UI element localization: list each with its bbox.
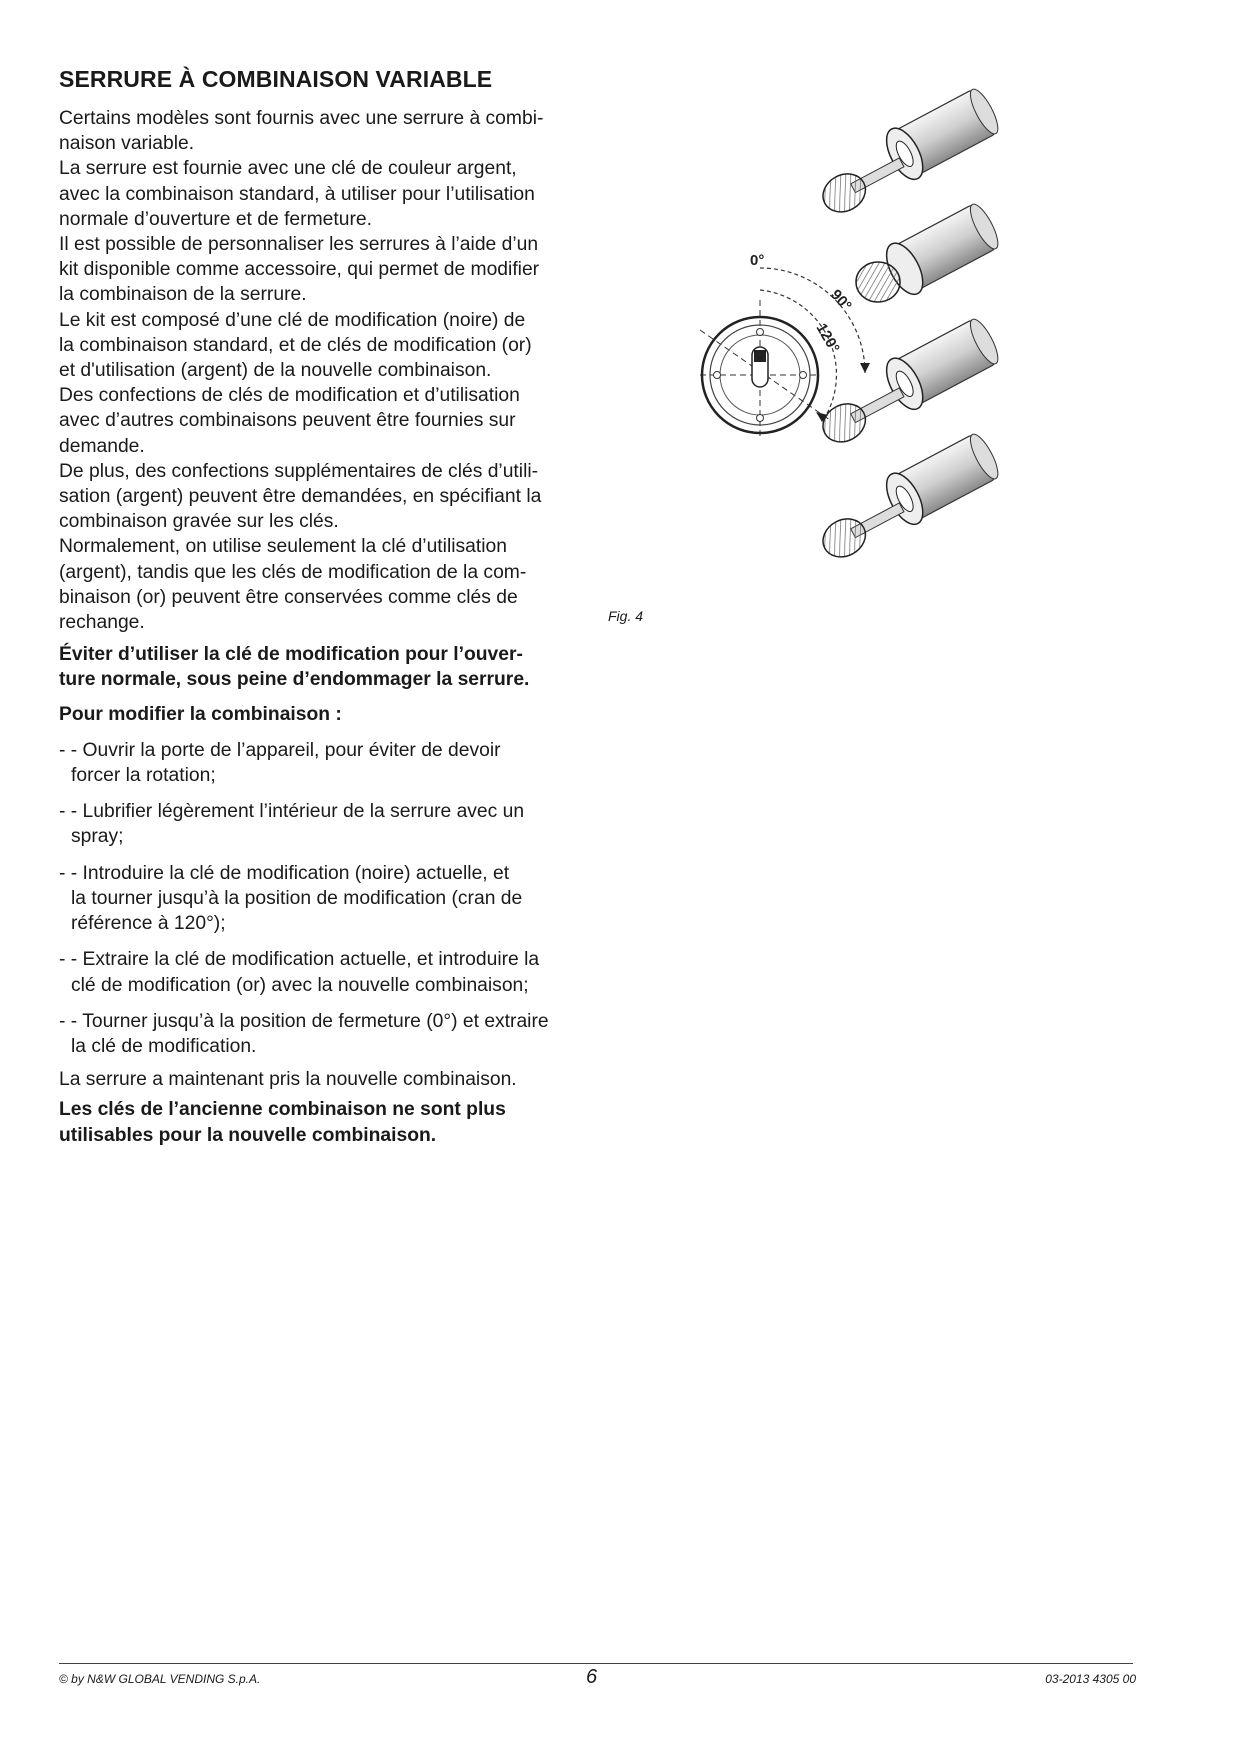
intro-line: Le kit est composé d’une clé de modification (noire) de bbox=[59, 309, 526, 331]
step-line: - - Introduire la clé de modification (noire) actuelle, et bbox=[59, 862, 510, 884]
intro-line: Il est possible de personnaliser les serrures à l’aide d’un bbox=[59, 234, 539, 256]
procedure-heading: Pour modifier la combinaison : bbox=[59, 703, 342, 725]
step-line: clé de modification (or) avec la nouvelle combinaison; bbox=[71, 974, 529, 996]
step-line: forcer la rotation; bbox=[71, 765, 216, 787]
step-line: spray; bbox=[71, 826, 124, 848]
step-line: la clé de modification. bbox=[71, 1035, 257, 1057]
angle-label-120: 120° bbox=[812, 320, 843, 356]
lock-cylinder-3 bbox=[816, 313, 1004, 449]
intro-paragraph bbox=[59, 106, 599, 635]
step-line: - - Tourner jusqu’à la position de fermeture (0°) et extraire bbox=[59, 1010, 549, 1032]
intro-line: la combinaison de la serrure. bbox=[59, 284, 307, 306]
step-item bbox=[59, 738, 599, 788]
procedure-steps bbox=[59, 738, 599, 1059]
footer-page-number: 6 bbox=[586, 1666, 598, 1688]
footer-divider bbox=[59, 1663, 1133, 1664]
step-item bbox=[59, 1009, 599, 1059]
step-line: - - Lubrifier légèrement l’intérieur de la serrure avec un bbox=[59, 801, 525, 823]
intro-line: combinaison gravée sur les clés. bbox=[59, 511, 339, 533]
step-item bbox=[59, 799, 599, 849]
warning-note bbox=[59, 642, 599, 692]
intro-line: avec d’autres combinaisons peuvent être fournies sur bbox=[59, 410, 516, 432]
final-line: Les clés de l’ancienne combinaison ne sont plus bbox=[59, 1099, 506, 1121]
intro-line: De plus, des confections supplémentaires de clés d’utili- bbox=[59, 460, 539, 482]
result-text: La serrure a maintenant pris la nouvelle combinaison. bbox=[59, 1069, 517, 1091]
figure-caption: Fig. 4 bbox=[608, 608, 644, 624]
lock-cylinder-4 bbox=[816, 428, 1004, 564]
intro-line: naison variable. bbox=[59, 133, 195, 155]
intro-line: la combinaison standard, et de clés de modification (or) bbox=[59, 334, 532, 356]
step-item bbox=[59, 861, 599, 937]
intro-line: et d'utilisation (argent) de la nouvelle combinaison. bbox=[59, 360, 492, 382]
intro-line: Des confections de clés de modification et d’utilisation bbox=[59, 385, 520, 407]
step-line: la tourner jusqu’à la position de modification (cran de bbox=[71, 887, 523, 909]
key-2 bbox=[856, 262, 900, 302]
intro-line: La serrure est fournie avec une clé de couleur argent, bbox=[59, 158, 517, 180]
step-item bbox=[59, 947, 599, 997]
warning-line: Éviter d’utiliser la clé de modification pour l’ouver- bbox=[59, 644, 523, 666]
lock-cylinder-1 bbox=[816, 85, 1004, 219]
final-note bbox=[59, 1097, 599, 1147]
footer-copyright: © by N&W GLOBAL VENDING S.p.A. bbox=[59, 1672, 261, 1686]
intro-line: Normalement, on utilise seulement la clé d’utilisation bbox=[59, 536, 507, 558]
lock-figure bbox=[680, 85, 1070, 585]
angle-label-0: 0° bbox=[750, 252, 765, 269]
intro-line: demande. bbox=[59, 435, 145, 457]
step-line: - - Ouvrir la porte de l’appareil, pour éviter de devoir bbox=[59, 739, 501, 761]
page-title: SERRURE À COMBINAISON VARIABLE bbox=[59, 66, 493, 92]
intro-line: kit disponible comme accessoire, qui permet de modifier bbox=[59, 259, 540, 281]
final-line: utilisables pour la nouvelle combinaison. bbox=[59, 1124, 437, 1146]
warning-line: ture normale, sous peine d’endommager la serrure. bbox=[59, 669, 530, 691]
step-line: référence à 120°); bbox=[71, 913, 226, 935]
intro-line: sation (argent) peuvent être demandées, en spécifiant la bbox=[59, 486, 542, 508]
body-column bbox=[59, 106, 599, 1148]
footer-doc-code: 03-2013 4305 00 bbox=[1045, 1672, 1136, 1686]
intro-line: binaison (or) peuvent être conservées comme clés de bbox=[59, 586, 518, 608]
intro-line: Certains modèles sont fournis avec une serrure à combi- bbox=[59, 108, 544, 129]
intro-line: (argent), tandis que les clés de modification de la com- bbox=[59, 561, 527, 583]
intro-line: rechange. bbox=[59, 612, 145, 634]
step-line: - - Extraire la clé de modification actuelle, et introduire la bbox=[59, 949, 540, 971]
intro-line: avec la combinaison standard, à utiliser pour l’utilisation bbox=[59, 183, 535, 205]
angle-label-90: 90° bbox=[827, 286, 855, 315]
intro-line: normale d’ouverture et de fermeture. bbox=[59, 208, 372, 230]
lock-cylinder-2 bbox=[856, 198, 1004, 302]
